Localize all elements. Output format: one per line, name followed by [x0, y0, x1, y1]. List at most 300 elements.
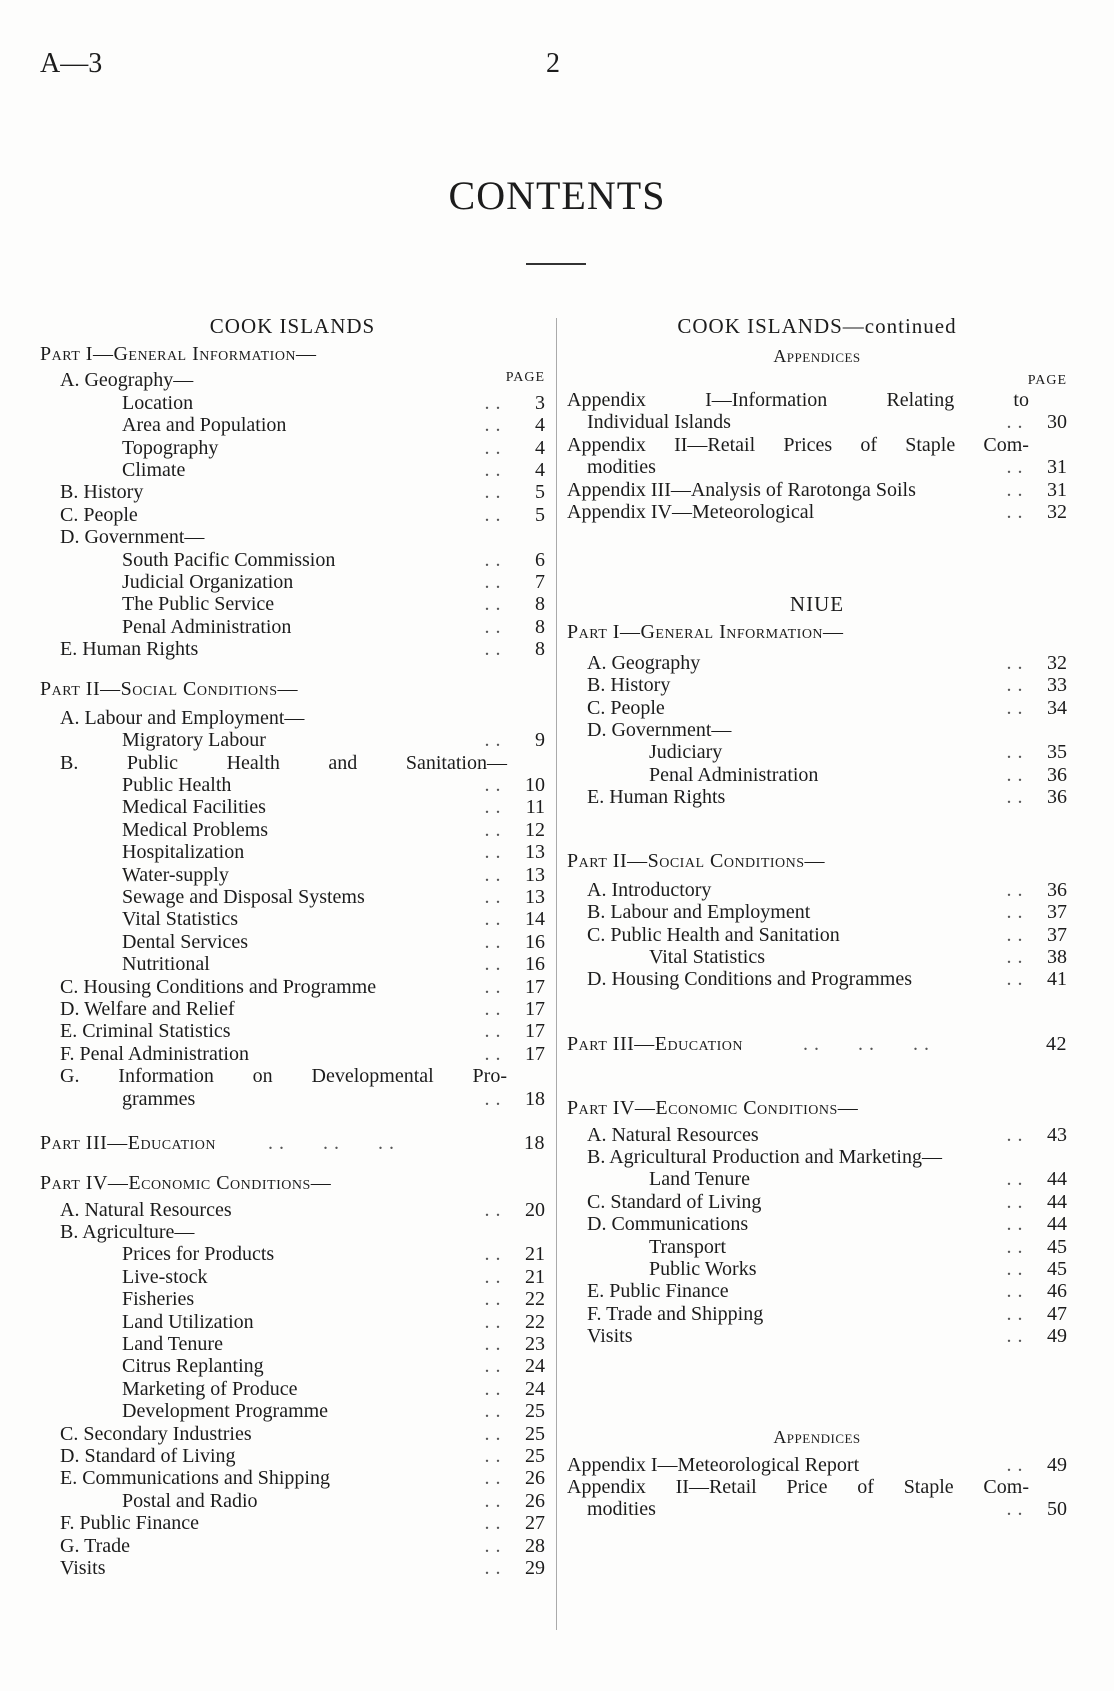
toc-entry-page: 33 — [1047, 674, 1067, 697]
toc-entry-page: 7 — [535, 570, 545, 593]
toc-entry-label: Postal and Radio — [122, 1489, 258, 1512]
toc-entry-page: 21 — [525, 1243, 545, 1266]
toc-entry-label: A. Labour and Employment— — [60, 706, 305, 729]
toc-entry — [567, 879, 1067, 901]
toc-entry-label: Sewage and Disposal Systems — [122, 885, 365, 908]
toc-entry-label: C. Standard of Living — [587, 1190, 762, 1213]
part2-heading: Part II—Social Conditions— — [40, 678, 299, 701]
toc-entry — [567, 924, 1067, 946]
toc-entry-page: 17 — [525, 1020, 545, 1043]
toc-entry-label: D. Standard of Living — [60, 1444, 236, 1467]
toc-entry-page: 24 — [525, 1355, 545, 1378]
toc-entry-label: Visits — [587, 1325, 633, 1348]
leader-dots: . . — [484, 1444, 501, 1467]
leader-dots: . . — [484, 638, 501, 661]
toc-entry-label: F. Penal Administration — [60, 1042, 249, 1065]
leader-dots: . . — [484, 1377, 501, 1400]
toc-entry-label: B. History — [60, 481, 144, 504]
toc-entry — [40, 638, 545, 660]
toc-entry-label: C. People — [587, 696, 665, 719]
toc-entry — [40, 392, 545, 414]
toc-entry-label: D. Government— — [60, 526, 205, 549]
toc-entry-page: 5 — [535, 481, 545, 504]
part1-heading: Part I—General Information— — [40, 343, 317, 365]
toc-entry-label: C. Secondary Industries — [60, 1422, 252, 1445]
toc-entry — [567, 1236, 1067, 1258]
toc-entry-label: E. Criminal Statistics — [60, 1020, 231, 1043]
leader-dots: . . — [484, 1467, 501, 1490]
toc-entry — [40, 526, 545, 548]
toc-entry-page: 32 — [1047, 500, 1067, 523]
toc-entry — [40, 1088, 545, 1110]
leader-dots: . . — [1006, 763, 1023, 786]
toc-entry-label: Medical Problems — [122, 818, 269, 841]
toc-entry-label: A. Geography— — [60, 369, 194, 392]
leader-dots: . . — [484, 414, 501, 437]
toc-entry — [40, 1355, 545, 1377]
toc-entry-page: 12 — [525, 818, 545, 841]
niue-part1-list — [567, 652, 1067, 809]
toc-entry-page: 17 — [525, 997, 545, 1020]
toc-entry-page: 26 — [525, 1467, 545, 1490]
toc-entry-page: 23 — [525, 1333, 545, 1356]
toc-entry-label: Topography — [122, 436, 219, 459]
toc-entry-label: Dental Services — [122, 930, 249, 953]
leader-dots: . . — [484, 1310, 501, 1333]
toc-entry — [40, 998, 545, 1020]
leader-dots: . . — [1006, 1453, 1023, 1476]
toc-entry-label: B. Agricultural Production and Marketing— — [587, 1145, 942, 1168]
toc-entry-label: Appendix IV—Meteorological — [567, 500, 815, 523]
toc-entry — [40, 1311, 545, 1333]
toc-entry-label: A. Introductory — [587, 878, 712, 901]
toc-entry-page: 37 — [1047, 901, 1067, 924]
toc-entry-page: 14 — [525, 908, 545, 931]
leader-dots: . . — [484, 1198, 501, 1221]
toc-entry — [567, 1168, 1067, 1190]
leader-dots: . . — [1006, 1257, 1023, 1280]
leader-dots: . . — [484, 436, 501, 459]
toc-entry — [567, 652, 1067, 674]
toc-entry — [567, 501, 1067, 523]
toc-entry — [567, 674, 1067, 696]
leader-dots: . . — [484, 1243, 501, 1266]
niue-part3-entry: Part III—Education . . . . . . 42 — [567, 1032, 1067, 1055]
toc-entry-label: Judicial Organization — [122, 570, 294, 593]
toc-entry — [567, 741, 1067, 763]
part3-entry: Part III—Education . . . . . . 18 — [40, 1131, 545, 1154]
toc-entry — [567, 1325, 1067, 1347]
toc-entry — [40, 1243, 545, 1265]
leader-dots: . . — [484, 1534, 501, 1557]
leader-dots: . . — [484, 953, 501, 976]
leader-dots: . . — [1006, 651, 1023, 674]
toc-entry — [40, 369, 545, 391]
toc-entry-label: C. Housing Conditions and Programme — [60, 975, 377, 998]
toc-entry-page: 37 — [1047, 923, 1067, 946]
toc-entry-page: 43 — [1047, 1123, 1067, 1146]
leader-dots: . . — [484, 1512, 501, 1535]
toc-entry-page: 4 — [535, 414, 545, 437]
toc-entry — [40, 841, 545, 863]
toc-entry-label: Migratory Labour — [122, 729, 266, 752]
leader-dots: . . — [484, 908, 501, 931]
toc-entry-page: 18 — [525, 1087, 545, 1110]
toc-entry — [567, 456, 1067, 478]
leader-dots: . . — [484, 975, 501, 998]
left-part2-list — [40, 707, 545, 1110]
toc-entry-page: 45 — [1047, 1235, 1067, 1258]
leader-dots: . . — [484, 593, 501, 616]
toc-entry-label: Appendix I—Meteorological Report — [567, 1453, 860, 1476]
toc-entry-label: Penal Administration — [122, 615, 292, 638]
toc-entry-page: 41 — [1047, 968, 1067, 991]
leader-dots: . . — [484, 1020, 501, 1043]
toc-entry-page: 24 — [525, 1377, 545, 1400]
leader-dots: . . — [484, 1087, 501, 1110]
leader-dots: . . — [484, 1400, 501, 1423]
leader-dots: . . — [1006, 1302, 1023, 1325]
toc-entry-label: B. Agriculture— — [60, 1221, 195, 1244]
toc-entry-label: B. History — [587, 674, 671, 697]
toc-entry-label: Appendix I—Information Relating to — [567, 389, 1029, 411]
leader-dots: . . — [1006, 411, 1023, 434]
leader-dots: . . — [1006, 1213, 1023, 1236]
toc-entry — [40, 886, 545, 908]
toc-entry — [40, 437, 545, 459]
toc-entry-label: Land Tenure — [122, 1333, 223, 1356]
toc-entry-page: 36 — [1047, 786, 1067, 809]
toc-entry — [567, 1146, 1067, 1168]
toc-entry-page: 22 — [525, 1310, 545, 1333]
cook-appendices-list — [567, 389, 1067, 523]
toc-entry — [567, 411, 1067, 433]
toc-entry-label: modities — [587, 456, 656, 479]
toc-entry-page: 17 — [525, 975, 545, 998]
leader-dots: . . — [1006, 1235, 1023, 1258]
toc-entry — [40, 1467, 545, 1489]
leader-dots: . . — [484, 997, 501, 1020]
title-rule — [526, 263, 586, 265]
toc-entry-label: D. Welfare and Relief — [60, 997, 235, 1020]
toc-entry-label: Vital Statistics — [649, 946, 766, 969]
toc-entry-label: B. Labour and Employment — [587, 901, 811, 924]
toc-entry — [567, 901, 1067, 923]
toc-entry — [40, 571, 545, 593]
toc-entry-label: Transport — [649, 1235, 727, 1258]
toc-entry — [567, 786, 1067, 808]
toc-entry — [567, 764, 1067, 786]
toc-entry-label: Live-stock — [122, 1265, 208, 1288]
toc-entry-label: Fisheries — [122, 1288, 195, 1311]
niue-part2-list — [567, 879, 1067, 991]
toc-entry-label: Public Health — [122, 774, 232, 797]
toc-entry — [40, 752, 545, 774]
leader-dots: . . — [484, 930, 501, 953]
toc-entry — [40, 707, 545, 729]
toc-entry-label: Area and Population — [122, 414, 287, 437]
toc-entry — [40, 1423, 545, 1445]
leader-dots: . . — [484, 1288, 501, 1311]
leader-dots: . . — [484, 1489, 501, 1512]
left-column — [40, 313, 545, 1579]
toc-entry-page: 50 — [1047, 1498, 1067, 1521]
toc-entry-label: Prices for Products — [122, 1243, 275, 1266]
leader-dots: . . — [484, 885, 501, 908]
right-page-label-row — [567, 373, 1067, 389]
toc-entry — [40, 1445, 545, 1467]
toc-entry-page: 13 — [525, 885, 545, 908]
toc-entry-page: 21 — [525, 1265, 545, 1288]
leader-dots: . . — [484, 841, 501, 864]
toc-entry — [40, 774, 545, 796]
toc-entry-label: D. Housing Conditions and Programmes — [587, 968, 912, 991]
left-part4-list — [40, 1199, 545, 1580]
niue-part1-heading: Part I—General Information— — [567, 621, 844, 644]
toc-entry — [40, 1199, 545, 1221]
toc-entry-page: 44 — [1047, 1190, 1067, 1213]
toc-entry-label: Individual Islands — [587, 411, 731, 434]
toc-entry — [40, 1020, 545, 1042]
page-number: 2 — [546, 48, 560, 79]
toc-entry-label: E. Human Rights — [587, 786, 726, 809]
toc-entry-page: 17 — [525, 1042, 545, 1065]
page-column-label: PAGE — [505, 370, 545, 386]
cook-islands-heading: COOK ISLANDS — [209, 314, 376, 338]
toc-entry — [40, 931, 545, 953]
toc-entry — [40, 1535, 545, 1557]
toc-entry-page: 49 — [1047, 1325, 1067, 1348]
toc-entry-label: D. Government— — [587, 718, 732, 741]
toc-entry — [567, 434, 1067, 456]
toc-entry-label: modities — [587, 1498, 656, 1521]
cook-islands-continued-heading: COOK ISLANDS—continued — [677, 314, 957, 338]
toc-entry — [567, 946, 1067, 968]
toc-entry — [40, 1065, 545, 1087]
leader-dots: . . — [484, 1355, 501, 1378]
leader-dots: . . — [1006, 456, 1023, 479]
leader-dots: . . — [484, 481, 501, 504]
toc-entry-page: 10 — [525, 774, 545, 797]
toc-entry-label: Nutritional — [122, 953, 210, 976]
toc-entry — [567, 1303, 1067, 1325]
leader-dots: . . — [1006, 674, 1023, 697]
toc-entry-page: 46 — [1047, 1280, 1067, 1303]
part4-heading: Part IV—Economic Conditions— — [40, 1172, 332, 1195]
toc-entry — [567, 1191, 1067, 1213]
leader-dots: . . — [484, 391, 501, 414]
toc-entry — [40, 796, 545, 818]
leader-dots: . . — [484, 570, 501, 593]
page-title: CONTENTS — [448, 173, 666, 218]
toc-entry-page: 8 — [535, 593, 545, 616]
toc-entry-page: 6 — [535, 548, 545, 571]
toc-entry-label: Medical Facilities — [122, 796, 266, 819]
toc-entry — [40, 1490, 545, 1512]
toc-entry-page: 45 — [1047, 1257, 1067, 1280]
toc-entry-page: 44 — [1047, 1213, 1067, 1236]
toc-entry — [40, 864, 545, 886]
left-part1-list — [40, 369, 545, 660]
leader-dots: . . — [1006, 1280, 1023, 1303]
toc-entry-page: 3 — [535, 391, 545, 414]
toc-entry-page: 13 — [525, 841, 545, 864]
niue-part4-list — [567, 1124, 1067, 1348]
toc-entry-page: 4 — [535, 458, 545, 481]
toc-entry — [567, 697, 1067, 719]
toc-entry-label: Land Utilization — [122, 1310, 254, 1333]
toc-entry-label: A. Natural Resources — [587, 1123, 759, 1146]
toc-entry — [40, 593, 545, 615]
toc-entry — [567, 389, 1067, 411]
toc-entry-label: Public Works — [649, 1257, 757, 1280]
toc-entry-page: 25 — [525, 1400, 545, 1423]
toc-entry-page: 29 — [525, 1556, 545, 1579]
column-divider — [556, 318, 557, 1630]
leader-dots: . . — [484, 1265, 501, 1288]
leader-dots: . . — [1006, 1190, 1023, 1213]
toc-entry-label: D. Communications — [587, 1213, 749, 1236]
toc-entry — [40, 908, 545, 930]
leader-dots: . . — [1006, 741, 1023, 764]
toc-entry-label: Hospitalization — [122, 841, 245, 864]
toc-entry-label: E. Communications and Shipping — [60, 1467, 330, 1490]
right-column — [567, 313, 1067, 1521]
toc-entry — [40, 1221, 545, 1243]
page-column-label: PAGE — [1027, 373, 1067, 388]
toc-entry-page: 27 — [525, 1512, 545, 1535]
toc-entry — [40, 976, 545, 998]
leader-dots: . . — [1006, 1168, 1023, 1191]
toc-entry-label: B. Public Health and Sanitation— — [60, 751, 507, 774]
toc-entry-label: Water-supply — [122, 863, 229, 886]
niue-part4-heading: Part IV—Economic Conditions— — [567, 1097, 859, 1120]
toc-entry-label: Penal Administration — [649, 763, 819, 786]
toc-entry — [567, 1454, 1067, 1476]
toc-entry — [567, 968, 1067, 990]
toc-entry-label: Development Programme — [122, 1400, 329, 1423]
toc-entry-page: 8 — [535, 638, 545, 661]
leader-dots: . . — [1006, 1325, 1023, 1348]
toc-entry-page: 26 — [525, 1489, 545, 1512]
toc-entry-label: Appendix II—Retail Price of Staple Com- — [567, 1475, 1029, 1498]
leader-dots: . . — [1006, 946, 1023, 969]
toc-entry-label: G. Trade — [60, 1534, 131, 1557]
toc-entry — [567, 1258, 1067, 1280]
toc-entry — [40, 459, 545, 481]
toc-entry-page: 13 — [525, 863, 545, 886]
toc-entry-label: The Public Service — [122, 593, 275, 616]
toc-entry-page: 36 — [1047, 763, 1067, 786]
toc-entry — [40, 481, 545, 503]
toc-entry-page: 22 — [525, 1288, 545, 1311]
toc-entry — [40, 1378, 545, 1400]
toc-entry — [40, 1288, 545, 1310]
leader-dots: . . — [484, 1556, 501, 1579]
niue-appendices-list — [567, 1454, 1067, 1521]
toc-entry-label: F. Public Finance — [60, 1512, 199, 1535]
leader-dots: . . — [1006, 968, 1023, 991]
toc-entry-label: Citrus Replanting — [122, 1355, 264, 1378]
toc-entry-page: 47 — [1047, 1302, 1067, 1325]
toc-entry-label: Judiciary — [649, 741, 723, 764]
toc-entry — [40, 1043, 545, 1065]
leader-dots: . . — [1006, 786, 1023, 809]
toc-entry-page: 28 — [525, 1534, 545, 1557]
toc-entry — [40, 504, 545, 526]
toc-entry — [40, 549, 545, 571]
toc-entry — [40, 1266, 545, 1288]
toc-entry-page: 32 — [1047, 651, 1067, 674]
toc-entry — [40, 953, 545, 975]
toc-entry-page: 8 — [535, 615, 545, 638]
toc-entry-page: 44 — [1047, 1168, 1067, 1191]
toc-entry — [567, 1498, 1067, 1520]
leader-dots: . . — [1006, 1123, 1023, 1146]
leader-dots: . . — [484, 615, 501, 638]
toc-entry-page: 34 — [1047, 696, 1067, 719]
toc-entry-label: Vital Statistics — [122, 908, 239, 931]
toc-entry — [40, 1333, 545, 1355]
leader-dots: . . — [484, 1333, 501, 1356]
leader-dots: . . — [484, 1422, 501, 1445]
toc-entry — [567, 1213, 1067, 1235]
toc-entry — [40, 414, 545, 436]
toc-entry-page: 31 — [1047, 456, 1067, 479]
leader-dots: . . — [484, 458, 501, 481]
toc-entry-page: 35 — [1047, 741, 1067, 764]
leader-dots: . . — [1006, 878, 1023, 901]
leader-dots: . . — [484, 548, 501, 571]
toc-entry — [40, 1512, 545, 1534]
leader-dots: . . — [484, 863, 501, 886]
toc-entry — [567, 1280, 1067, 1302]
toc-entry-label: E. Human Rights — [60, 638, 199, 661]
leader-dots: . . — [1006, 923, 1023, 946]
toc-entry — [567, 719, 1067, 741]
toc-entry-label: C. Public Health and Sanitation — [587, 923, 840, 946]
toc-entry-label: E. Public Finance — [587, 1280, 729, 1303]
toc-entry-page: 11 — [525, 796, 545, 819]
toc-entry-page: 49 — [1047, 1453, 1067, 1476]
leader-dots: . . — [484, 796, 501, 819]
toc-entry-page: 36 — [1047, 878, 1067, 901]
toc-entry-page: 5 — [535, 503, 545, 526]
leader-dots: . . — [1006, 696, 1023, 719]
niue-appendices-heading: Appendices — [773, 1426, 861, 1447]
toc-entry — [40, 1557, 545, 1579]
toc-entry — [567, 1476, 1067, 1498]
leader-dots: . . — [484, 818, 501, 841]
niue-heading: NIUE — [789, 592, 845, 617]
leader-dots: . . — [1006, 478, 1023, 501]
leader-dots: . . — [484, 729, 501, 752]
leader-dots: . . — [484, 1042, 501, 1065]
toc-entry-label: Appendix III—Analysis of Rarotonga Soils — [567, 478, 916, 501]
toc-entry — [40, 819, 545, 841]
toc-entry — [40, 616, 545, 638]
toc-entry-label: Appendix II—Retail Prices of Staple Com- — [567, 433, 1029, 456]
toc-entry — [567, 1124, 1067, 1146]
toc-entry-label: South Pacific Commission — [122, 548, 336, 571]
toc-entry-page: 25 — [525, 1422, 545, 1445]
toc-entry-page: 4 — [535, 436, 545, 459]
toc-entry-page: 9 — [535, 729, 545, 752]
document-code: A—3 — [40, 48, 103, 79]
toc-entry-label: Visits — [60, 1556, 106, 1579]
toc-entry-label: G. Information on Developmental Pro- — [60, 1065, 507, 1088]
toc-entry — [567, 479, 1067, 501]
